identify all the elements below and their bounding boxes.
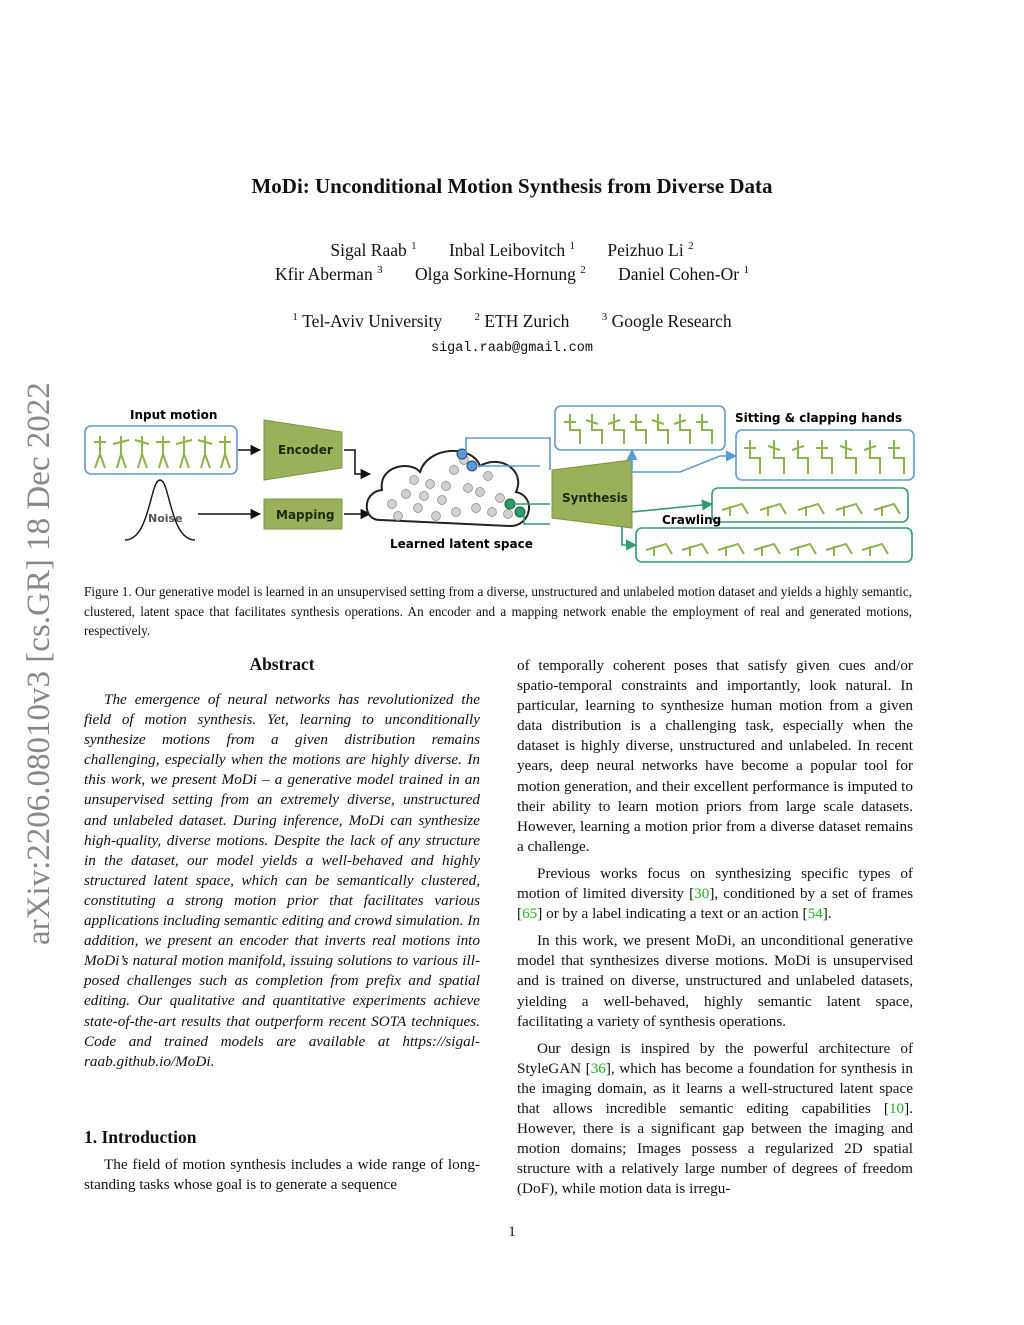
author: Peizhuo Li $^2$ — [607, 240, 694, 260]
latent-point-green — [505, 499, 515, 509]
author: Olga Sorkine-Hornung $^2$ — [414, 264, 586, 284]
citation-link[interactable]: 65 — [522, 905, 538, 923]
author: Daniel Cohen-Or $^1$ — [618, 264, 749, 284]
arrow — [632, 456, 736, 472]
abstract-heading: Abstract — [249, 654, 315, 674]
figure-caption: Figure 1. Our generative model is learned in an unsupervised setting from a diverse, unstructured and unlabeled motion dataset and yields a highly semantic, clustered, latent space that facilitates synthesis operations. An encoder and a mapping network enable the employment of real and generated motions, respectively. — [84, 584, 912, 638]
page-number: 1 — [508, 1224, 516, 1240]
affiliation: $^3$ Google Research — [601, 311, 732, 331]
authors-line-2 — [0, 264, 1024, 285]
intro-section — [84, 1155, 480, 1202]
paragraph: In this work, we present MoDi, an unconditional generative model that synthesizes diverse motions. MoDi is unsupervised and is trained on diverse, unstructured and unlabeled datasets, yielding a well-behaved, highly semantic latent space, facilitating a variety of synthesis operations. — [517, 932, 913, 1030]
affiliations — [0, 311, 1024, 332]
paragraph: Previous works focus on synthesizing specific types of motion of limited diversity [30], conditioned by a set of frames [65] or by a label indicating a text or an action [54]. — [517, 864, 913, 923]
abstract-text: The emergence of neural networks has revolutionized the field of motion synthesis. Yet, learning to unconditionally synthesize motions from a given distribution remains challenging, especially when the motions are highly diverse. In this work, we present MoDi – a generative model trained in an unsupervised setting from an extremely diverse, unstructured and unlabeled dataset. During inference, MoDi can synthesize high-quality, diverse motions. Despite the lack of any structure in the dataset, our model yields a well-behaved and highly structured latent space, which can be semantically clustered, constituting a strong motion prior that facilitates various applications including semantic editing and crowd simulation. In addition, we present an encoder that inverts real motions into MoDi’s natural motion manifold, issuing solutions to various ill-posed challenges such as completion from prefix and spatial editing. Our qualitative and quantitative experiments achieve state-of-the-art results that outperform recent SOTA techniques. Code and trained models are available at https://sigal-raab.github.io/MoDi. — [84, 691, 480, 1070]
noise-label: Noise — [148, 512, 183, 525]
arrow — [344, 450, 370, 474]
synthesis-label: Synthesis — [562, 491, 628, 505]
input-motion-label: Input motion — [130, 408, 218, 422]
intro-paragraph: The field of motion synthesis includes a wide range of long-standing tasks whose goal is to generate a sequence — [84, 1156, 480, 1194]
email: sigal.raab@gmail.com — [430, 341, 594, 356]
input-motion-box — [85, 426, 237, 474]
output-box-sitting-2 — [736, 430, 914, 480]
mapping-label: Mapping — [276, 508, 335, 522]
sitting-label: Sitting & clapping hands — [735, 411, 903, 425]
author: Sigal Raab $^1$ — [330, 240, 417, 260]
encoder-label: Encoder — [278, 443, 333, 457]
latent-space-label: Learned latent space — [390, 537, 533, 551]
affiliation: $^2$ ETH Zurich — [474, 311, 570, 331]
figure-1-diagram — [80, 400, 920, 570]
citation-link[interactable]: 36 — [590, 1059, 606, 1077]
intro-heading: 1. Introduction — [84, 1127, 197, 1147]
crawling-label: Crawling — [662, 513, 722, 527]
authors-line-1 — [0, 240, 1024, 261]
noise-curve — [125, 480, 195, 540]
arxiv-id: arXiv:2206.08010v3 [cs.GR] 18 Dec 2022 — [21, 382, 57, 945]
right-column — [517, 656, 913, 1206]
latent-point-blue — [467, 461, 477, 471]
citation-link[interactable]: 30 — [694, 885, 710, 903]
citation-link[interactable]: 54 — [807, 905, 823, 923]
citation-link[interactable]: 10 — [888, 1099, 905, 1117]
affiliation: $^1$ Tel-Aviv University — [292, 311, 443, 331]
paper-title: MoDi: Unconditional Motion Synthesis from Diverse Data — [251, 174, 773, 198]
paragraph: of temporally coherent poses that satisfy given cues and/or spatio-temporal constraints and importantly, look natural. In particular, learning to synthesize human motion from a given data distribution is a challenging task, especially when the dataset is highly diverse, unstructured and unlabeled. In recent years, deep neural networks have become a popular tool for motion generation, and their excellent performance is imputed to their ability to learn motion priors from large scale datasets. However, learning a motion prior from a diverse dataset remains a challenge. — [517, 657, 913, 855]
paragraph: Our design is inspired by the powerful architecture of StyleGAN [36], which has become a foundation for synthesis in the imaging domain, as it learns a well-structured latent space that allows incredible semantic editing capabilities [10]. However, there is a significant gap between the imaging and motion domains; Images possess a regularized 2D spatial structure with a relatively large number of degrees of freedom (DoF), while motion data is irregu- — [517, 1039, 914, 1198]
arrow — [632, 504, 712, 512]
author: Kfir Aberman $^3$ — [275, 264, 383, 284]
arxiv-stamp — [9, 349, 65, 945]
arrow — [622, 526, 636, 545]
author: Inbal Leibovitch $^1$ — [448, 240, 576, 260]
abstract — [84, 690, 480, 1079]
